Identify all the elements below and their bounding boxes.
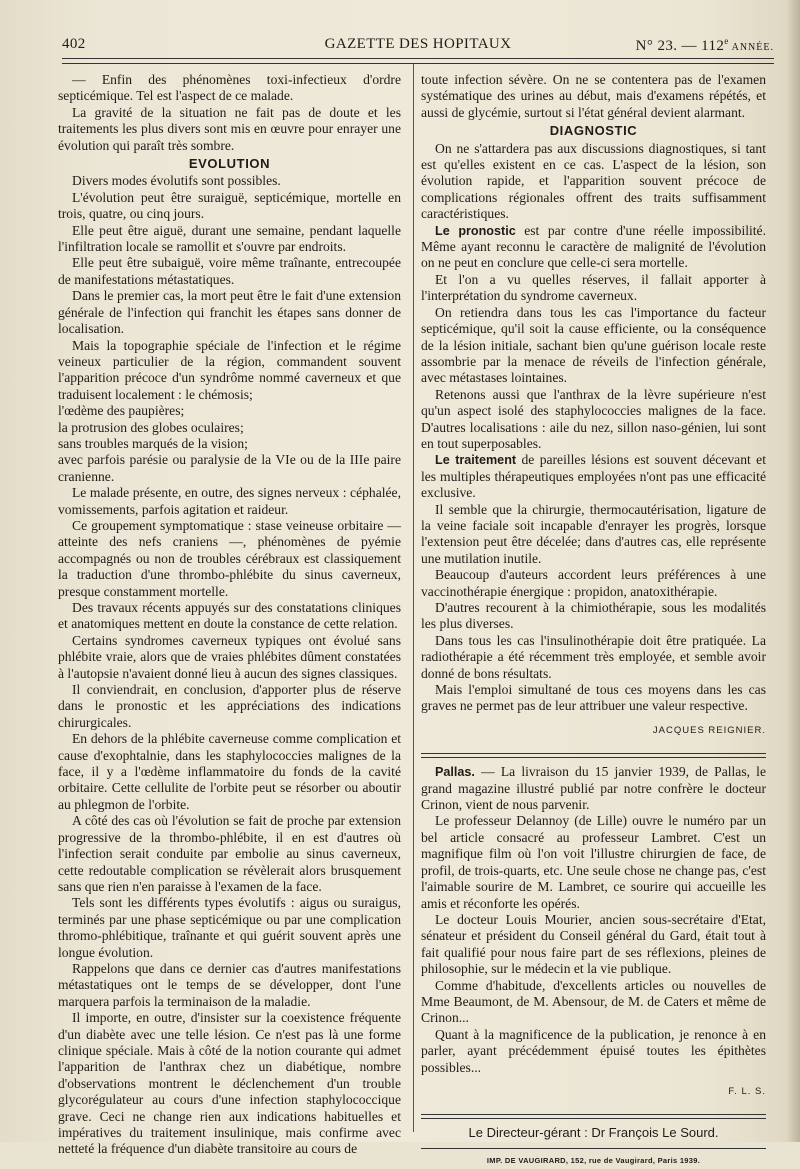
paragraph: Elle peut être subaiguë, voire même traînante, entrecoupée de manifestations métastatiques. [58,255,401,287]
paragraph-text: — La livraison du 15 janvier 1939, de Pallas, le grand magazine illustré publié par notre confrère le docteur Crinon, vient de nous parvenir. [421,764,766,813]
paragraph-traitement [421,452,766,501]
paragraph: On ne s'attardera pas aux discussions diagnostiques, si tant est qu'elles existent en ce cas. L'aspect de la lésion, son évolution rapide, et l'apparition souvent précoce de complications régionales offrent des traits suffisamment caractéristiques. [421,140,766,222]
page-number: 402 [62,36,86,52]
section-heading-evolution: EVOLUTION [188,156,271,172]
runin-pallas: Pallas. [435,765,475,780]
paragraph: On retiendra dans tous les cas l'importance du facteur septicémique, qu'il soit la cause efficiente, ou la conséquence de la lésion initiale, sachant bien qu'une guérison locale reste assombrie par la menace de réveils de l'infection générale, avec métastases lointaines. [421,304,766,386]
right-column [421,72,766,1169]
page-header [62,36,774,58]
signature-reignier: JACQUES REIGNIER. [652,724,766,736]
paragraph-text: est par contre d'une réelle impossibilité. Même ayant reconnu le caractère de malignité de l'évolution on ne peut en conclure que celle-ci sera mortelle. [421,222,766,271]
paragraph: Tels sont les différents types évolutifs : aigus ou suraigus, terminés par une phase septicémique ou par une complication thromo-phlébitique, traînante et qui guérit souvent après une longue évolution. [58,895,401,960]
paragraph: Quant à la magnificence de la publication, je renonce à en parler, ayant précédemment épuisé toutes les épithètes possibles... [421,1026,766,1075]
paragraph: Il semble que la chirurgie, thermocautérisation, ligature de la veine faciale soit incapable d'enrayer les progrès, lorsque l'extension peut être décelée; dans d'autres cas, elle représente une mutilation inutile. [421,501,766,566]
paragraph: D'autres recourent à la chimiothérapie, sous les modalités les plus diverses. [421,600,766,632]
printer-rule [421,1148,766,1149]
runin-traitement: Le traitement [435,453,517,468]
header-rule [62,58,774,64]
paragraph: Mais l'emploi simultané de tous ces moyens dans les cas graves ne permet pas de leur attribuer une valeur respective. [421,682,766,714]
paragraph: Elle peut être aiguë, durant une semaine, pendant laquelle l'infiltration locale se ramollit et s'ouvre par endroits. [58,222,401,255]
paragraph: La gravité de la situation ne fait pas de doute et les traitements les plus divers sont mis en œuvre pour enrayer une évolution qui paraît très sombre. [58,104,401,153]
printer-line: IMP. DE VAUGIRARD, 152, rue de Vaugirard, Paris 1939. [486,1155,701,1165]
paragraph: Comme d'habitude, d'excellents articles ou nouvelles de Mme Beaumont, de M. Abensour, de M. de Caters et même de Crinon... [421,977,766,1026]
paragraph: la protrusion des globes oculaires; [58,419,244,435]
paragraph: Dans tous les cas l'insulinothérapie doit être pratiquée. La radiothérapie a été récemment très employée, et semble avoir donné de bons résultats. [421,632,766,681]
paragraph-pallas [421,764,766,813]
paragraph: Dans le premier cas, la mort peut être le fait d'une extension générale de l'infection qui franchit les étapes sans donner de localisation. [58,288,401,337]
paragraph: Certains syndromes caverneux typiques ont évolué sans phlébite vraie, alors que de vraies phlébites dûment constatées à l'autopsie n'avaient donné lieu à aucun des signes classiques. [58,632,401,681]
paragraph: Le malade présente, en outre, des signes nerveux : céphalée, vomissements, parfois agitation et raideur. [58,485,401,517]
paragraph: En dehors de la phlébite caverneuse comme complication et cause d'exophtalnie, dans les staphylococcies malignes de la face, il y a l'œdème inflammatoire du fonds de la cavité orbitaire. Cette cellulite de l'orbite peut se résorber ou aboutir au phlegmon de l'orbite. [58,731,401,812]
paragraph: toute infection sévère. On ne se contentera pas de l'examen systématique des urines au début, mais d'examens répétés, et aussi de glycémie, surtout si l'état général devient alarmant. [421,72,766,120]
paragraph: — Enfin des phénomènes toxi-infectieux d'ordre septicémique. Tel est l'aspect de ce malade. [58,72,401,104]
journal-title: GAZETTE DES HOPITAUX [324,36,512,52]
paragraph: Le professeur Delannoy (de Lille) ouvre le numéro par un bel article consacré au professeur Lambret. C'est un magnifique film où l'on voit l'illustre chirurgien de face, de profil, de trois-quarts, etc. Une seule chose ne change pas, c'est l'aimable sourire de M. Lambret, ce sourire qui accueille les amis et réconforte les opérés. [421,813,766,911]
paragraph: avec parfois parésie ou paralysie de la VIe ou de la IIIe paire cranienne. [58,452,401,484]
paragraph: A côté des cas où l'évolution se fait de proche par extension progressive de la thrombo-phlébite, il en est d'autres où l'infection serait conduite par embolie au sinus caverneux, cette redoutable complication se révèlerait alors brusquement sans que rien n'en paraisse à l'examen de la face. [58,813,401,894]
paragraph: Retenons aussi que l'anthrax de la lèvre supérieure n'est qu'un aspect isolé des staphylococcies malignes de la face. D'autres localisations : aile du nez, sillon naso-génien, lui sont en tout superposables. [421,386,766,451]
paragraph: Mais la topographie spéciale de l'infection et le régime veineux particulier de la région, commandent souvent l'apparition précoce d'un syndrôme nommé caverneux et que traduisent localement : le chémosis; [58,337,401,402]
paragraph: Divers modes évolutifs sont possibles. [72,173,281,189]
paragraph-text: de pareilles lésions est souvent décevant et les multiples thérapeutiques employées n'ont pas une efficacité exclusive. [421,452,766,501]
paragraph: L'évolution peut être suraiguë, septicémique, mortelle en trois, quatre, ou cinq jours. [58,189,401,222]
director-line: Le Directeur-gérant : Dr François Le Sourd. [468,1125,719,1141]
section-rule [421,1114,766,1119]
column-divider [413,64,414,1132]
paragraph: Il conviendrait, en conclusion, d'apporter plus de réserve dans le pronostic et les appréciations des indications chirurgicales. [58,682,401,730]
paragraph: sans troubles marqués de la vision; [58,435,248,451]
page-edge-shadow [786,0,800,1142]
paragraph: Beaucoup d'auteurs accordent leurs préférences à une vaccinothérapie énergique : propidon, anatoxithérapie. [421,567,766,599]
paragraph: Rappelons que dans ce dernier cas d'autres manifestations métastatiques ont le temps de se développer, dont l'une marquera parfois la terminaison de la maladie. [58,960,401,1009]
paragraph: l'œdème des paupières; [58,403,185,419]
left-column [58,72,401,1158]
issue-suffix: e [724,36,729,46]
paragraph-pronostic [421,223,766,272]
paragraph: Le docteur Louis Mourier, ancien sous-secrétaire d'Etat, sénateur et président du Conseil général du Gard, était tout à fait qualifié pour nous faire part de ses réflexions, pleines de philosophie, sur le médecin et la vie publique. [421,911,766,977]
issue-label [636,36,774,55]
issue-year-label: ANNÉE. [728,42,774,53]
issue-number: N° 23. — 112 [635,38,725,54]
paragraph: Ce groupement symptomatique : stase veineuse orbitaire — atteinte des nefs craniens —, phénomènes de pyémie accompagnés ou non de troubles cérébraux est classiquement la traduction d'une thrombo-phlébite du sinus caverneux, presque constamment mortelle. [58,517,401,599]
paragraph: Et l'on a vu quelles réserves, il fallait apporter à l'interprétation du syndrome caverneux. [421,271,766,304]
section-heading-diagnostic: DIAGNOSTIC [549,123,638,139]
runin-pronostic: Le pronostic [435,223,516,238]
paragraph: Des travaux récents appuyés sur des constatations cliniques et anatomiques mettent en doute la constance de cette relation. [58,600,401,632]
paragraph: Il importe, en outre, d'insister sur la coexistence fréquente d'un diabète avec une telle lésion. Ce n'est pas là une forme clinique spéciale. Mais à côté de la notion courante qui admet l'apparition de l'anthrax chez un diabétique, nombre d'observations montrent le déclenchement d'un trouble glycorégulateur au cours d'une infection staphylococcique grave. Ceci ne change rien aux indications habituelles et impératives du traitement insulinique, mais confirme avec netteté la fréquence d'un diabète transitoire au cours de [58,1010,401,1157]
section-rule [421,753,766,758]
signature-fls: F. L. S. [728,1085,766,1097]
